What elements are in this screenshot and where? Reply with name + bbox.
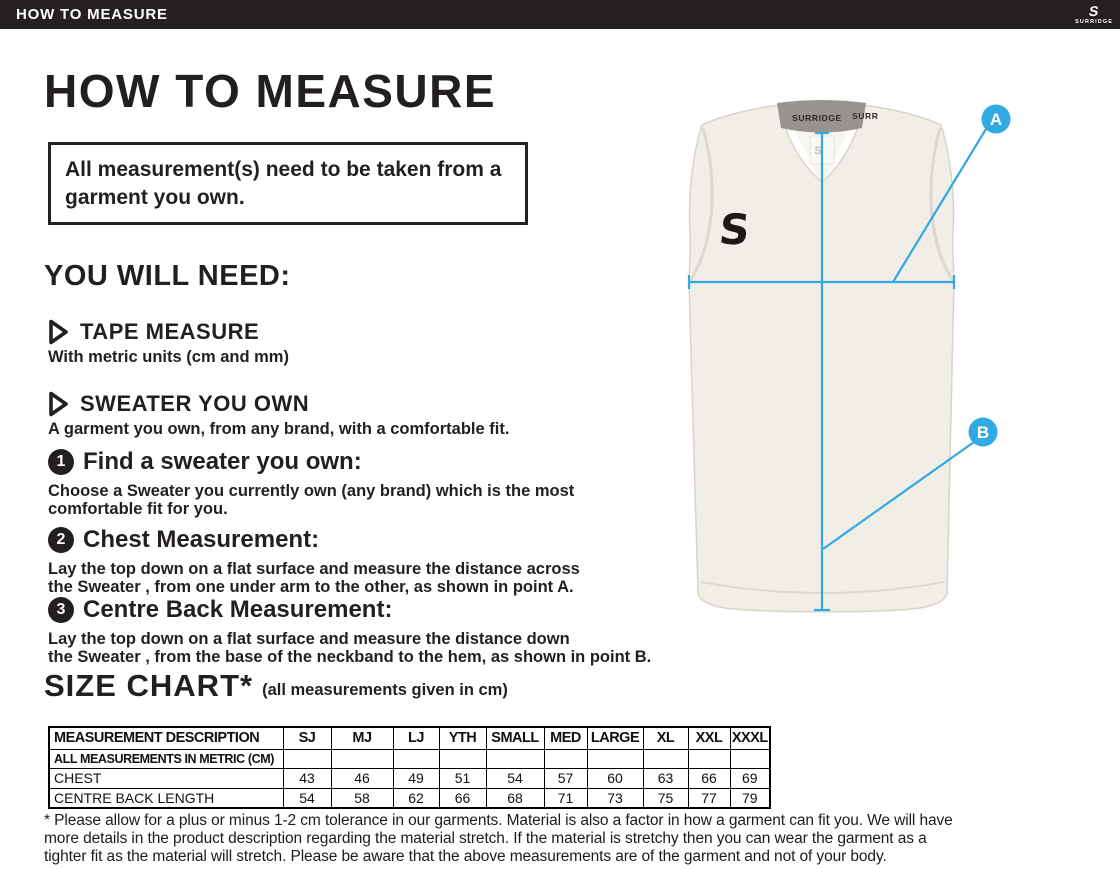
top-bar-title: HOW TO MEASURE <box>16 6 168 23</box>
chest-logo-s-icon: S <box>716 205 753 254</box>
col-header: MED <box>544 727 587 749</box>
need-item-title: SWEATER YOU OWN <box>80 391 310 416</box>
surridge-logo <box>1075 1 1113 28</box>
notice-box <box>48 142 528 225</box>
col-header: LJ <box>393 727 439 749</box>
page-title: HOW TO MEASURE <box>44 65 497 117</box>
you-will-need-heading: YOU WILL NEED: <box>44 260 291 292</box>
table-cell <box>393 749 439 768</box>
surridge-logo-text: SURRIDGE <box>1075 18 1113 25</box>
col-header: MJ <box>331 727 393 749</box>
table-cell: 63 <box>643 768 688 788</box>
table-cell <box>688 749 730 768</box>
marker-b <box>969 418 998 447</box>
step-1-line-1: Choose a Sweater you currently own (any brand) which is the most <box>48 482 575 500</box>
table-cell: 58 <box>331 788 393 808</box>
col-header: XL <box>643 727 688 749</box>
table-cell <box>486 749 544 768</box>
table-cell: 60 <box>587 768 643 788</box>
table-cell: 43 <box>283 768 331 788</box>
triangle-bullet-icon <box>48 319 69 345</box>
table-cell: 46 <box>331 768 393 788</box>
step-2-line-2: the Sweater , from one under arm to the other, as shown in point A. <box>48 578 574 596</box>
step-2-description <box>48 560 580 596</box>
top-bar <box>0 0 1120 29</box>
footnote-line-1: * Please allow for a plus or minus 1-2 cm tolerance in our garments. Material is also a factor in how a garment can fit you. We will have <box>44 812 953 829</box>
table-cell: 57 <box>544 768 587 788</box>
table-cell: 66 <box>439 788 486 808</box>
need-item-tape-measure <box>48 319 259 345</box>
need-item-title: TAPE MEASURE <box>80 319 260 344</box>
col-header: LARGE <box>587 727 643 749</box>
table-cell <box>587 749 643 768</box>
step-3-description <box>48 630 651 666</box>
step-2-title: Chest Measurement: <box>83 526 320 553</box>
table-cell: 51 <box>439 768 486 788</box>
marker-b-label: B <box>976 423 990 442</box>
table-cell: 66 <box>688 768 730 788</box>
size-chart-subheading: (all measurements given in cm) <box>262 681 508 699</box>
neckband-brand-text-repeat: SURR <box>852 111 879 121</box>
need-item-description: With metric units (cm and mm) <box>48 348 289 366</box>
step-3-line-2: the Sweater , from the base of the neckband to the hem, as shown in point B. <box>48 648 652 666</box>
size-chart-header-row <box>49 727 770 749</box>
step-2-line-1: Lay the top down on a flat surface and measure the distance across <box>48 560 580 578</box>
size-chart-heading-row <box>44 668 508 704</box>
col-header: YTH <box>439 727 486 749</box>
step-3-number-badge: 3 <box>48 597 74 623</box>
table-cell: 54 <box>486 768 544 788</box>
table-cell <box>544 749 587 768</box>
table-cell <box>283 749 331 768</box>
table-cell: 49 <box>393 768 439 788</box>
table-cell: 69 <box>730 768 770 788</box>
col-header: SMALL <box>486 727 544 749</box>
col-header: XXXL <box>730 727 770 749</box>
table-cell: CHEST <box>49 768 283 788</box>
step-1-title: Find a sweater you own: <box>83 448 362 475</box>
step-1-line-2: comfortable fit for you. <box>48 500 228 518</box>
step-1-number-badge: 1 <box>48 449 74 475</box>
marker-a-label: A <box>989 110 1003 129</box>
size-chart-back-length-row <box>49 788 770 808</box>
col-header: XXL <box>688 727 730 749</box>
footnote-line-2: more details in the product description regarding the material stretch. If the material is stretchy then you can wear the garment as a <box>44 830 927 847</box>
size-chart-metric-row <box>49 749 770 768</box>
table-cell <box>730 749 770 768</box>
triangle-bullet-icon <box>48 391 69 417</box>
table-cell: 75 <box>643 788 688 808</box>
neckband-brand-text: SURRIDGE <box>792 113 842 123</box>
col-header: MEASUREMENT DESCRIPTION <box>49 727 283 749</box>
table-cell: 73 <box>587 788 643 808</box>
table-cell: 62 <box>393 788 439 808</box>
size-chart-chest-row <box>49 768 770 788</box>
garment-measurement-diagram <box>645 92 1025 657</box>
notice-line-1: All measurement(s) need to be taken from a <box>65 158 502 181</box>
table-cell: ALL MEASUREMENTS IN METRIC (CM) <box>49 749 283 768</box>
col-header: SJ <box>283 727 331 749</box>
table-cell: 71 <box>544 788 587 808</box>
table-cell: 68 <box>486 788 544 808</box>
step-1-title-row <box>48 448 362 476</box>
step-3-line-1: Lay the top down on a flat surface and measure the distance down <box>48 630 570 648</box>
inner-label-logo: S <box>813 145 822 157</box>
surridge-s-icon: S <box>1088 2 1101 19</box>
notice-line-2: garment you own. <box>65 186 245 209</box>
table-cell <box>643 749 688 768</box>
need-item-description: A garment you own, from any brand, with a comfortable fit. <box>48 420 510 438</box>
table-cell <box>331 749 393 768</box>
size-chart-footnote <box>44 812 953 866</box>
step-3-title: Centre Back Measurement: <box>83 596 393 623</box>
step-3-title-row <box>48 596 392 624</box>
step-2-title-row <box>48 526 319 554</box>
table-cell: 79 <box>730 788 770 808</box>
marker-a <box>982 105 1011 134</box>
table-cell: 54 <box>283 788 331 808</box>
step-2-number-badge: 2 <box>48 527 74 553</box>
size-chart-heading: SIZE CHART* <box>44 668 254 703</box>
size-chart-table <box>48 726 771 809</box>
need-item-sweater <box>48 391 309 417</box>
footnote-line-3: tighter fit as the material will stretch. Please be aware that the above measurements are of the garment and not of your body. <box>44 848 887 865</box>
table-cell <box>439 749 486 768</box>
table-cell: 77 <box>688 788 730 808</box>
step-1-description <box>48 482 574 518</box>
table-cell: CENTRE BACK LENGTH <box>49 788 283 808</box>
